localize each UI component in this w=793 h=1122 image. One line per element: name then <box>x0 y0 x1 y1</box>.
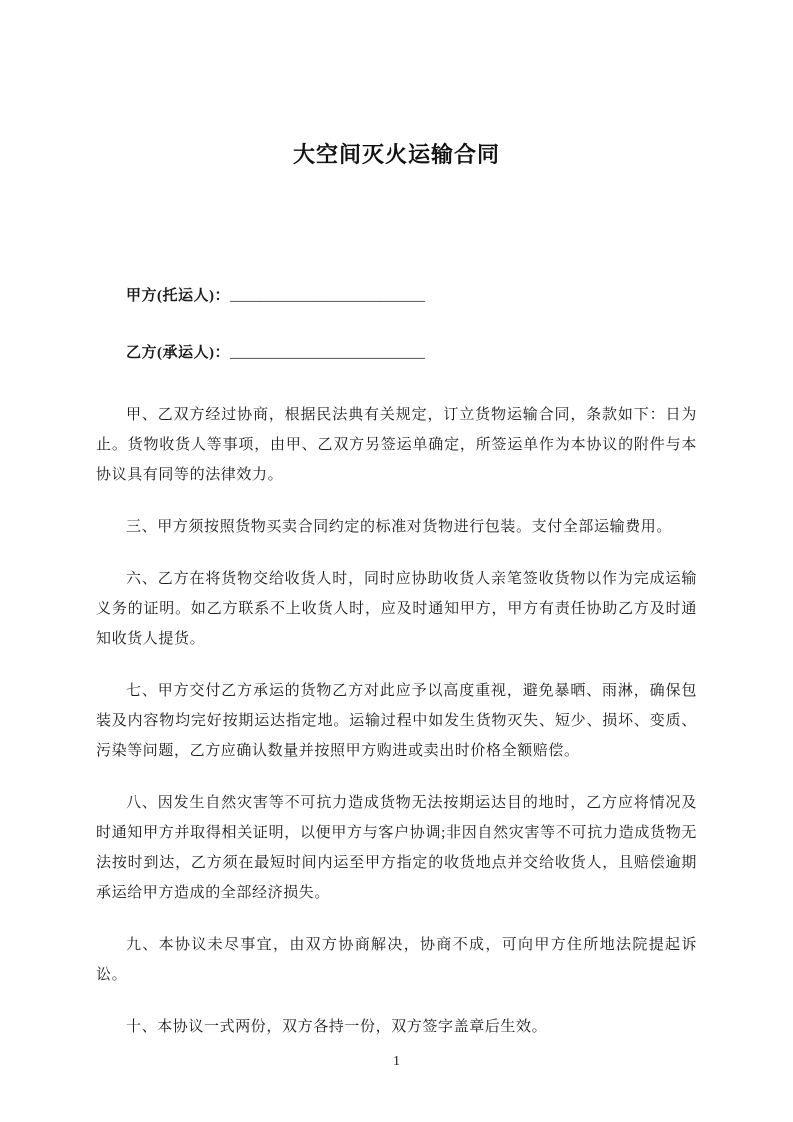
document-title: 大空间灭火运输合同 <box>292 142 500 167</box>
party-b-label: 乙方(承运人)： <box>126 345 230 361</box>
clause-intro: 甲、乙双方经过协商，根据民法典有关规定，订立货物运输合同，条款如下：日为止。货物收货人等事项，由甲、乙双方另签运单确定，所签运单作为本协议的附件与本协议具有同等的法律效力。 <box>96 407 697 483</box>
clause-8: 八、因发生自然灾害等不可抗力造成货物无法按期运达目的地时，乙方应将情况及时通知甲方并取得相关证明，以便甲方与客户协调;非因自然灾害等不可抗力造成货物无法按时到达，乙方须在最短时间内运至甲方指定的收货地点并交给收货人，且赔偿逾期承运给甲方造成的全部经济损失。 <box>96 795 697 901</box>
clause-3: 三、甲方须按照货物买卖合同约定的标准对货物进行包装。支付全部运输费用。 <box>126 519 673 535</box>
party-b-blank: __________________________ <box>230 345 425 361</box>
party-a-blank: __________________________ <box>230 288 425 304</box>
clause-6: 六、乙方在将货物交给收货人时，同时应协助收货人亲笔签收货物以作为完成运输义务的证明。如乙方联系不上收货人时，应及时通知甲方，甲方有责任协助乙方及时通知收货人提货。 <box>96 571 697 647</box>
clause-10: 十、本协议一式两份，双方各持一份，双方签字盖章后生效。 <box>126 1019 548 1035</box>
clause-9: 九、本协议未尽事宜，由双方协商解决，协商不成，可向甲方住所地法院提起诉讼。 <box>96 937 697 983</box>
contract-clauses <box>96 400 697 1042</box>
clause-7: 七、甲方交付乙方承运的货物乙方对此应予以高度重视，避免暴晒、雨淋，确保包装及内容物均完好按期运达指定地。运输过程中如发生货物灭失、短少、损坏、变质、污染等问题，乙方应确认数量并按照甲方购进或卖出时价格全额赔偿。 <box>96 683 697 759</box>
party-a-label: 甲方(托运人)： <box>126 288 230 304</box>
party-a-line <box>96 281 697 311</box>
page-number: 1 <box>393 1054 400 1069</box>
party-b-line <box>96 338 697 368</box>
